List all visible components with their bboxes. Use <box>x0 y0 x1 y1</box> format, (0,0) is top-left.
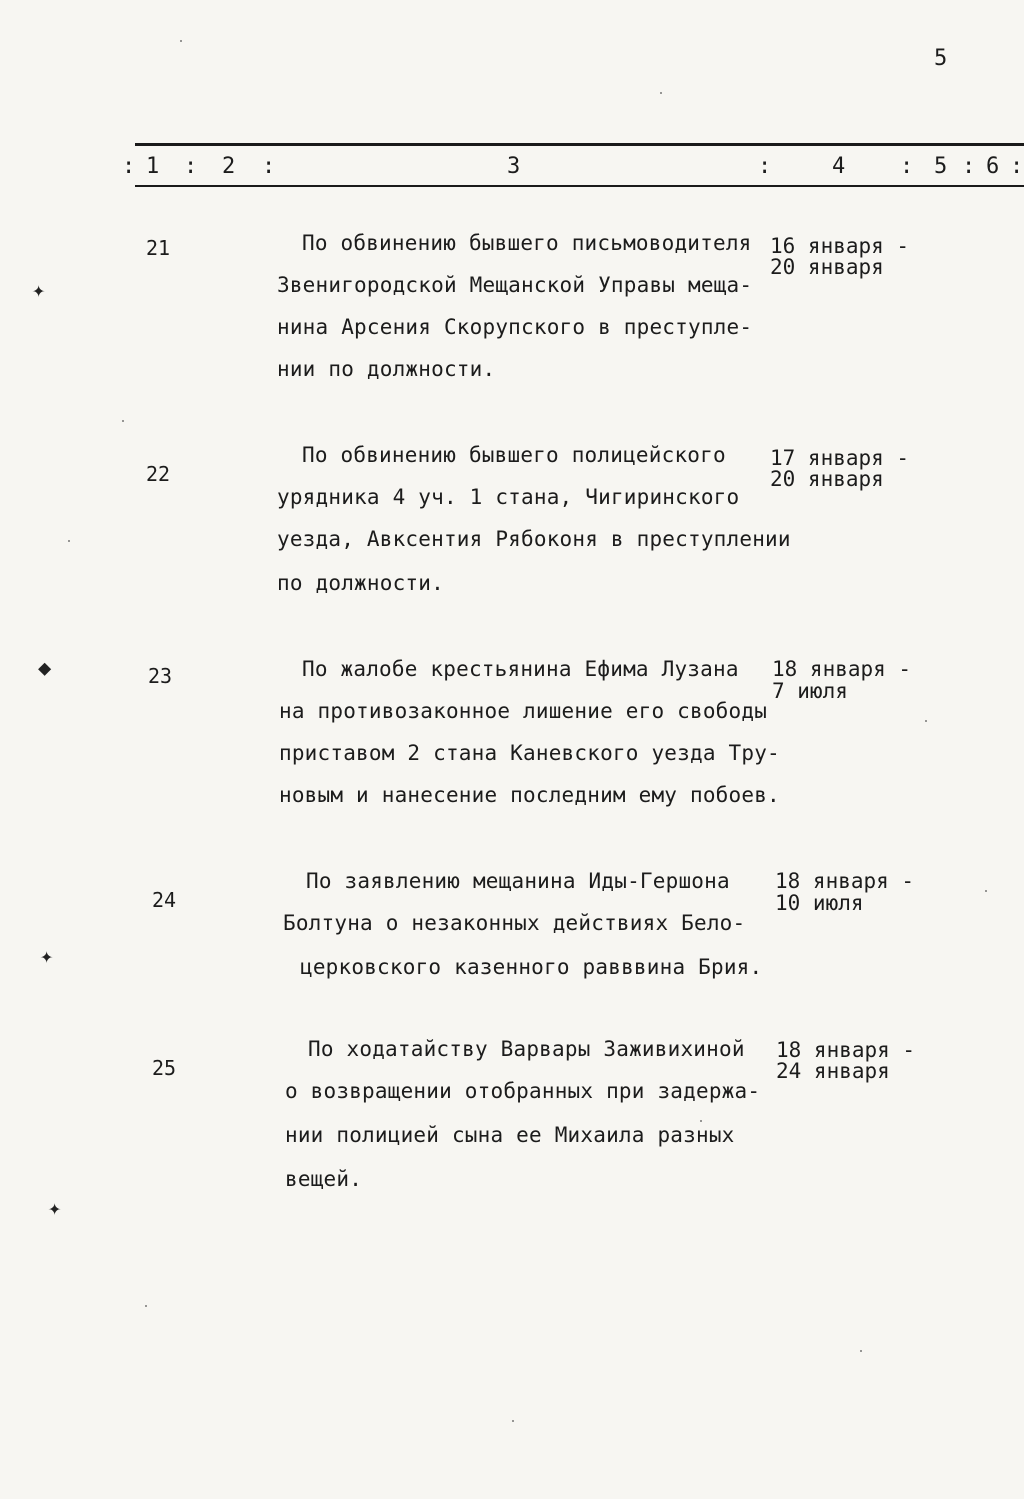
entry-description-line: По заявлению мещанина Иды-Гершона <box>306 869 730 893</box>
entry-description-line: нина Арсения Скорупского в преступле- <box>277 315 753 339</box>
scan-speck <box>925 720 927 722</box>
entry-description-line: приставом 2 стана Каневского уезда Тру- <box>279 741 780 765</box>
entry-date-start: 18 января - <box>776 1038 916 1062</box>
header-separator: : <box>184 154 198 179</box>
entry-description-line: Звенигородской Мещанской Управы меща- <box>277 273 753 297</box>
header-col-1: 1 <box>146 154 160 179</box>
scan-speck <box>700 1120 702 1122</box>
entry-description-line: церковского казенного равввина Брия. <box>300 955 763 979</box>
entry-description-line: По обвинению бывшего письмоводителя <box>302 231 752 255</box>
scan-speck <box>985 890 987 892</box>
entry-description-line: новым и нанесение последним ему побоев. <box>279 783 780 807</box>
entry-description-line: уезда, Авксентия Рябоконя в преступлении <box>277 527 791 551</box>
entry-description-line: вещей. <box>285 1167 363 1191</box>
entry-description-line: По жалобе крестьянина Ефима Лузана <box>302 657 739 681</box>
header-col-5: 5 <box>934 154 948 179</box>
entry-number: 24 <box>152 888 177 912</box>
page-number: 5 <box>934 46 948 71</box>
header-col-4: 4 <box>832 154 846 179</box>
entry-date-end: 24 января <box>776 1059 890 1083</box>
scan-speck <box>122 420 124 422</box>
entry-description-line: урядника 4 уч. 1 стана, Чигиринского <box>277 485 740 509</box>
header-separator: : <box>900 154 914 179</box>
entry-description-line: на противозаконное лишение его свободы <box>279 699 768 723</box>
entry-description-line: нии по должности. <box>277 357 496 381</box>
header-col-3: 3 <box>507 154 521 179</box>
binder-hole-mark-icon: ◆ <box>38 656 52 681</box>
entry-number: 23 <box>148 664 173 688</box>
scan-speck <box>512 1420 514 1422</box>
header-separator: : <box>262 154 276 179</box>
entry-description-line: По обвинению бывшего полицейского <box>302 443 726 467</box>
entry-number: 22 <box>146 462 171 486</box>
scan-speck <box>660 92 662 94</box>
scan-speck <box>68 540 70 542</box>
entry-date-end: 20 января <box>770 467 884 491</box>
header-separator: : <box>122 154 136 179</box>
header-separator: : <box>758 154 772 179</box>
header-separator: : <box>962 154 976 179</box>
header-col-6: 6 <box>986 154 1000 179</box>
scan-speck <box>180 40 182 42</box>
entry-description-line: Болтуна о незаконных действиях Бело- <box>283 911 746 935</box>
entry-date-end: 7 июля <box>772 679 848 703</box>
binder-hole-mark-icon: ✦ <box>48 1196 62 1221</box>
header-rule-bottom <box>135 185 1024 187</box>
entry-number: 21 <box>146 236 171 260</box>
entry-date-start: 18 января - <box>775 869 915 893</box>
entry-date-start: 17 января - <box>770 446 910 470</box>
entry-number: 25 <box>152 1056 177 1080</box>
header-rule-top <box>135 143 1024 146</box>
entry-date-end: 10 июля <box>775 891 864 915</box>
binder-hole-mark-icon: ✦ <box>40 944 54 969</box>
entry-description-line: о возвращении отобранных при задержа- <box>285 1079 761 1103</box>
entry-description-line: нии полицией сына ее Михаила разных <box>285 1123 735 1147</box>
scan-speck <box>860 1350 862 1352</box>
entry-description-line: по должности. <box>277 571 444 595</box>
binder-hole-mark-icon: ✦ <box>32 278 46 303</box>
entry-description-line: По ходатайству Варвары Заживихиной <box>308 1037 745 1061</box>
entry-date-end: 20 января <box>770 255 884 279</box>
header-col-2: 2 <box>222 154 236 179</box>
header-separator: : <box>1010 154 1024 179</box>
scan-speck <box>145 1305 147 1307</box>
entry-date-start: 16 января - <box>770 234 910 258</box>
entry-date-start: 18 января - <box>772 657 912 681</box>
